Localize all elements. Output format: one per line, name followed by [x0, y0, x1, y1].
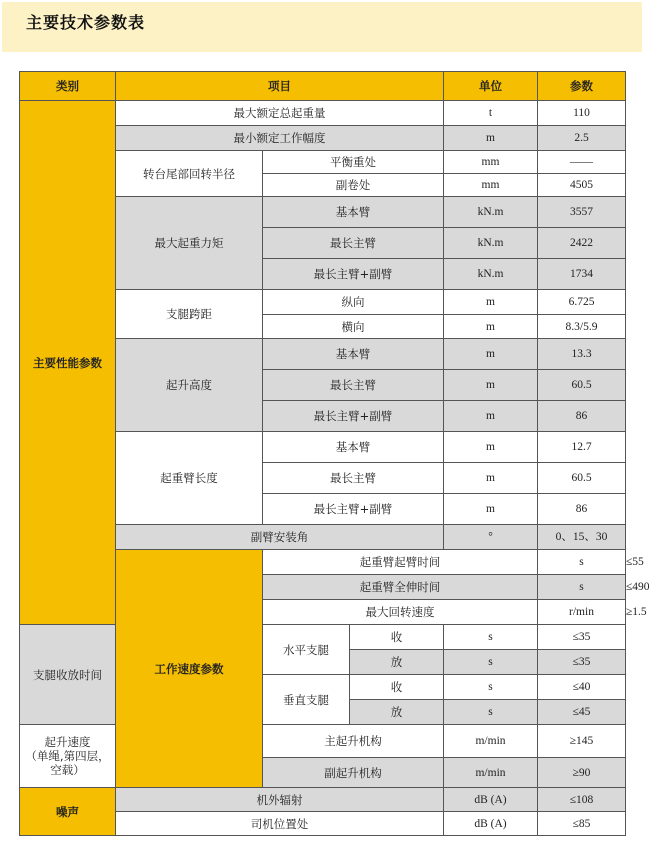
value-cell: 8.3/5.9 [538, 315, 626, 339]
unit-cell: kN.m [444, 197, 538, 228]
spec-table [19, 71, 650, 836]
group-line: （单绳,第四层，空载） [25, 749, 110, 777]
item-cell: 基本臂 [263, 432, 444, 463]
group-line: 起升速度 [44, 735, 91, 749]
header-value: 参数 [538, 72, 626, 101]
item-cell: 基本臂 [263, 197, 444, 228]
unit-cell: m [444, 370, 538, 401]
unit-cell: s [538, 575, 626, 600]
value-cell: 13.3 [538, 339, 626, 370]
unit-cell: m [444, 494, 538, 525]
item-cell: 最长主臂 [263, 370, 444, 401]
item-cell: 最大回转速度 [263, 600, 538, 625]
value-cell: ≤45 [538, 700, 626, 725]
item-cell: 最大额定总起重量 [116, 101, 444, 126]
item-cell: 起重臂起臂时间 [263, 550, 538, 575]
unit-cell: mm [444, 174, 538, 197]
item-cell: 副卷处 [263, 174, 444, 197]
value-cell: 4505 [538, 174, 626, 197]
group-cell: 支腿收放时间 [20, 625, 116, 725]
item-cell: 最长主臂+副臂 [263, 259, 444, 290]
category-performance: 主要性能参数 [20, 101, 116, 625]
item-cell: 最长主臂 [263, 228, 444, 259]
table-row: 工作速度参数 起重臂起臂时间 s ≤55 [20, 550, 626, 575]
item-cell: 平衡重处 [263, 151, 444, 174]
subgroup-cell: 水平支腿 [263, 625, 350, 675]
value-cell: 12.7 [538, 432, 626, 463]
item-cell: 最小额定工作幅度 [116, 126, 444, 151]
value-cell: 2.5 [538, 126, 626, 151]
unit-cell: m [444, 339, 538, 370]
item-cell: 收 [350, 675, 444, 700]
unit-cell: s [444, 700, 538, 725]
unit-cell: m [444, 463, 538, 494]
table-row [20, 625, 626, 650]
item-cell: 起重臂全伸时间 [263, 575, 538, 600]
table-row [20, 101, 626, 126]
unit-cell: t [444, 101, 538, 126]
unit-cell: s [444, 650, 538, 675]
header-category: 类别 [20, 72, 116, 101]
unit-cell: s [538, 550, 626, 575]
table-row [20, 788, 626, 812]
value-cell: 60.5 [538, 370, 626, 401]
unit-cell: m/min [444, 725, 538, 758]
value-cell: ≤35 [538, 625, 626, 650]
value-cell: —— [538, 151, 626, 174]
item-cell: 机外辐射 [116, 788, 444, 812]
group-cell: 支腿跨距 [116, 290, 263, 339]
item-cell: 放 [350, 650, 444, 675]
subgroup-cell: 垂直支腿 [263, 675, 350, 725]
value-cell: 0、15、30 [538, 525, 626, 550]
value-cell: 1734 [538, 259, 626, 290]
header-unit: 单位 [444, 72, 538, 101]
unit-cell: dB (A) [444, 812, 538, 836]
unit-cell: m [444, 432, 538, 463]
table-row [20, 725, 626, 758]
unit-cell: dB (A) [444, 788, 538, 812]
header-item: 项目 [116, 72, 444, 101]
unit-cell: m [444, 401, 538, 432]
unit-cell: m [444, 290, 538, 315]
item-cell: 横向 [263, 315, 444, 339]
group-cell: 起重臂长度 [116, 432, 263, 525]
value-cell: 86 [538, 401, 626, 432]
value-cell: ≤108 [538, 788, 626, 812]
unit-cell: s [444, 675, 538, 700]
item-cell: 主起升机构 [263, 725, 444, 758]
value-cell: ≥145 [538, 725, 626, 758]
unit-cell: r/min [538, 600, 626, 625]
item-cell: 最长主臂 [263, 463, 444, 494]
value-cell: 2422 [538, 228, 626, 259]
table-header-row [20, 72, 626, 101]
value-cell: 86 [538, 494, 626, 525]
page-title: 主要技术参数表 [26, 13, 146, 32]
value-cell: ≤85 [538, 812, 626, 836]
value-cell: ≥90 [538, 758, 626, 788]
item-cell: 最长主臂+副臂 [263, 494, 444, 525]
item-cell: 司机位置处 [116, 812, 444, 836]
item-cell: 最长主臂+副臂 [263, 401, 444, 432]
item-cell: 基本臂 [263, 339, 444, 370]
unit-cell: m [444, 126, 538, 151]
item-cell: 收 [350, 625, 444, 650]
category-noise: 噪声 [20, 788, 116, 836]
table-row: 最大回转速度 r/min ≥1.5 [20, 600, 626, 625]
value-cell: ≤40 [538, 675, 626, 700]
unit-cell: s [444, 625, 538, 650]
value-cell: 60.5 [538, 463, 626, 494]
value-cell: 6.725 [538, 290, 626, 315]
group-cell [20, 725, 116, 788]
value-cell: 3557 [538, 197, 626, 228]
value-cell: ≤35 [538, 650, 626, 675]
item-cell: 副起升机构 [263, 758, 444, 788]
group-cell: 起升高度 [116, 339, 263, 432]
unit-cell: m/min [444, 758, 538, 788]
unit-cell: m [444, 315, 538, 339]
item-cell: 副臂安装角 [116, 525, 444, 550]
item-cell: 放 [350, 700, 444, 725]
group-cell: 转台尾部回转半径 [116, 151, 263, 197]
category-speed: 工作速度参数 [116, 550, 263, 788]
item-cell: 纵向 [263, 290, 444, 315]
unit-cell: kN.m [444, 228, 538, 259]
table-row: 起重臂全伸时间 s ≤490 [20, 575, 626, 600]
unit-cell: ° [444, 525, 538, 550]
unit-cell: kN.m [444, 259, 538, 290]
value-cell: 110 [538, 101, 626, 126]
group-cell: 最大起重力矩 [116, 197, 263, 290]
unit-cell: mm [444, 151, 538, 174]
